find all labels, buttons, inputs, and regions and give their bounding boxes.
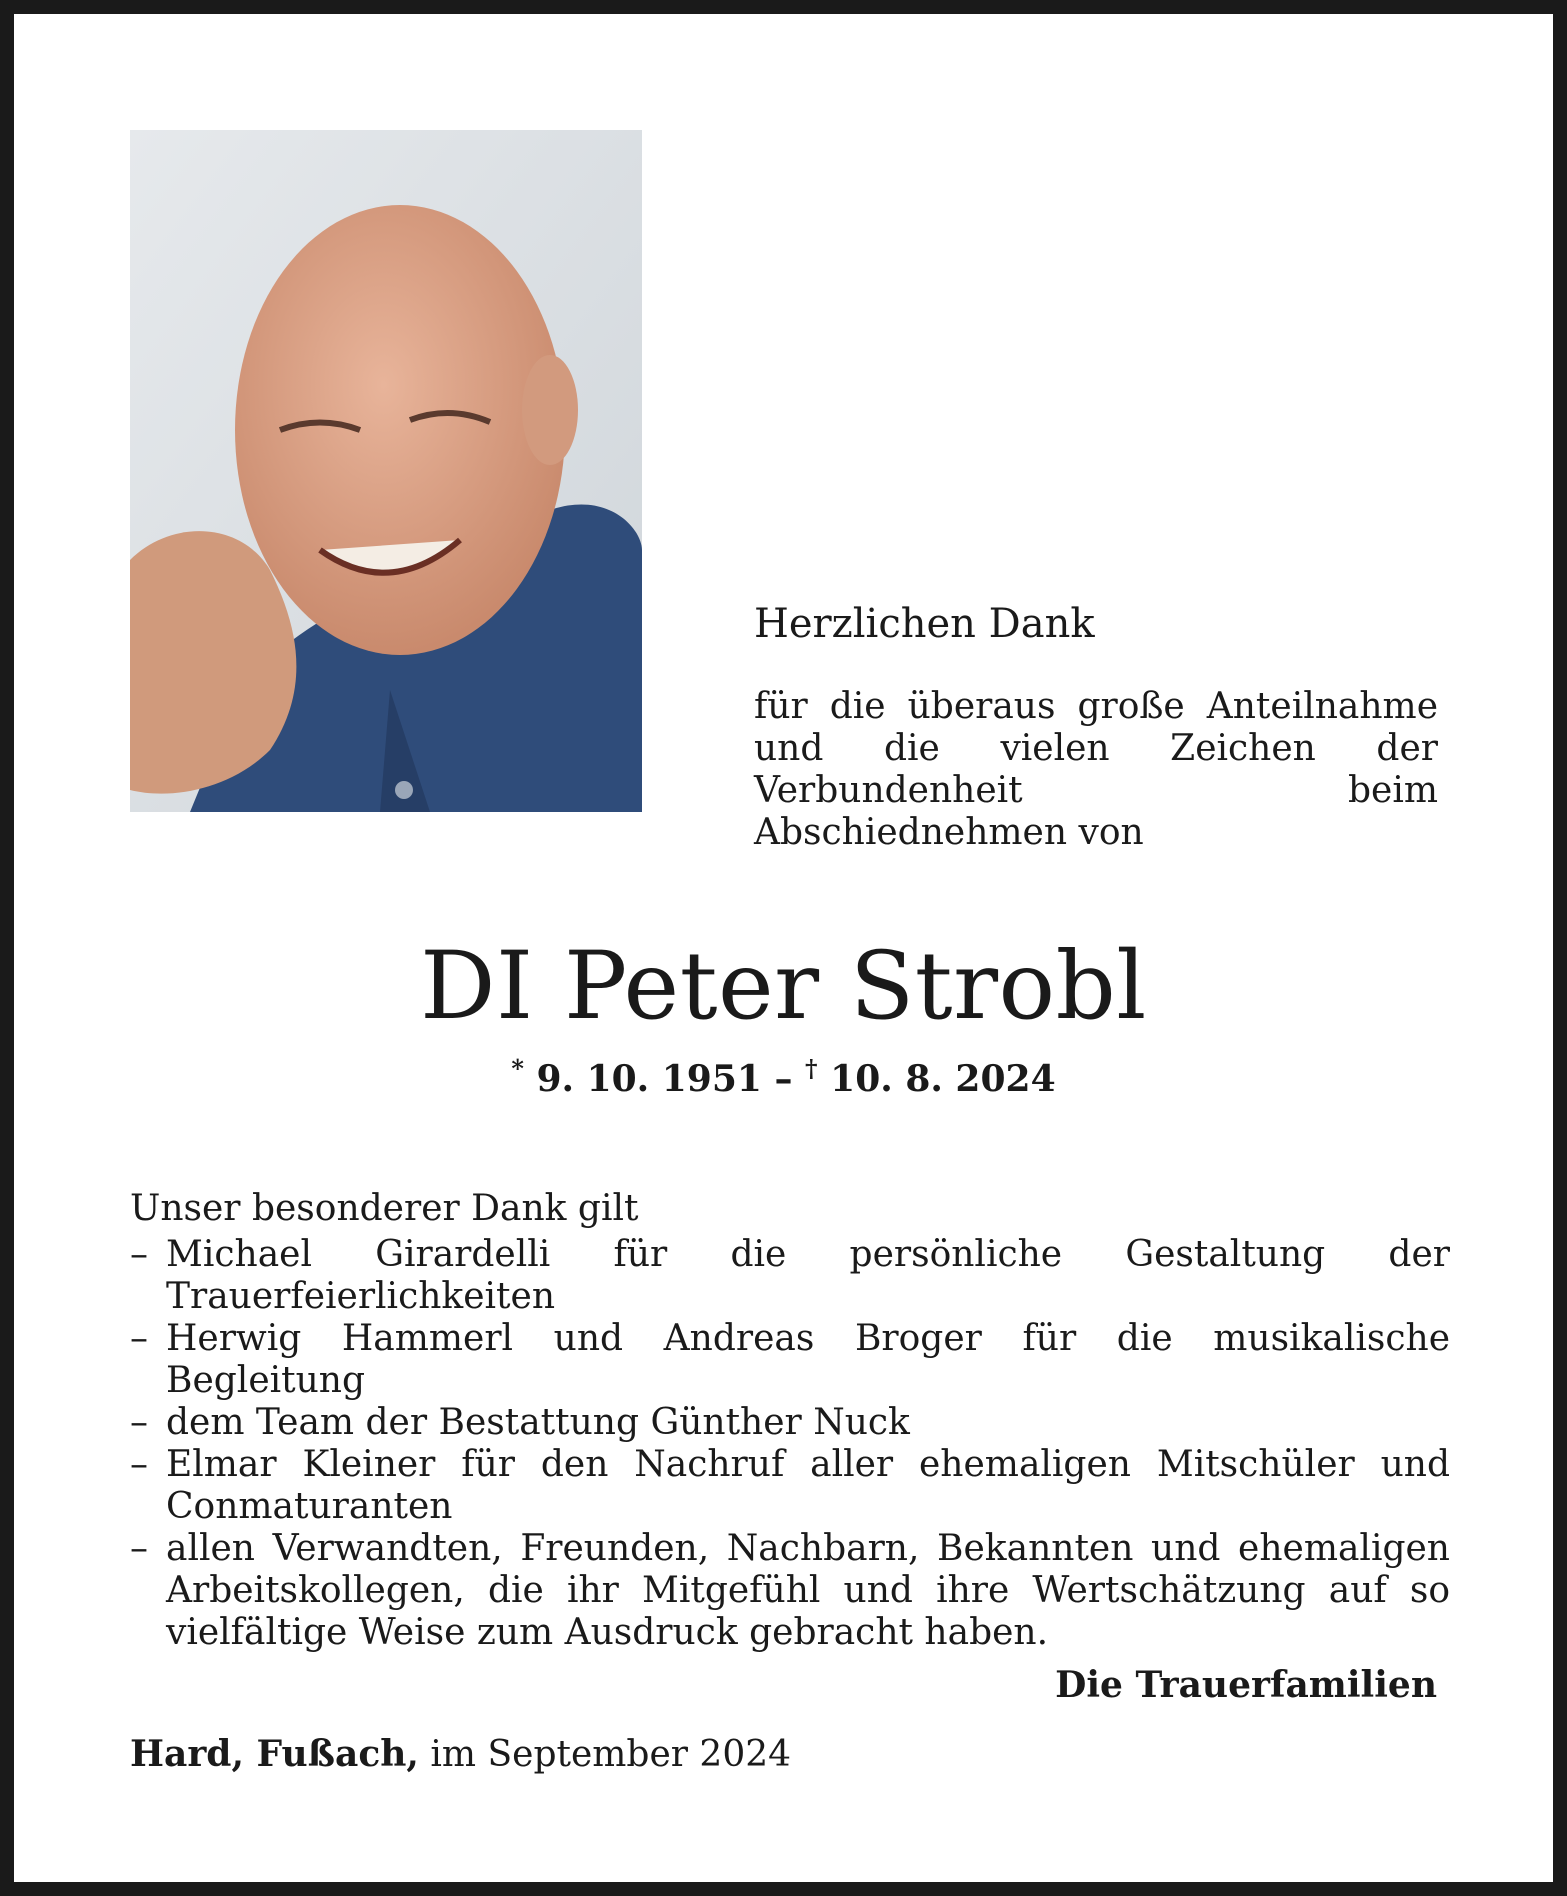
list-item	[130, 1444, 1450, 1528]
date-separator: –	[774, 1058, 793, 1100]
dash: –	[130, 1402, 148, 1443]
dash: –	[130, 1318, 148, 1359]
place-location: Hard, Fußach,	[130, 1733, 419, 1775]
portrait-image	[130, 130, 642, 812]
special-thanks	[130, 1188, 1450, 1654]
list-item-text: dem Team der Bestattung Günther Nuck	[166, 1402, 910, 1443]
death-date: 10. 8. 2024	[830, 1058, 1056, 1100]
dash: –	[130, 1528, 148, 1569]
list-item	[130, 1234, 1450, 1318]
birth-symbol: *	[511, 1054, 524, 1083]
list-item	[130, 1402, 1450, 1444]
portrait-photo	[130, 130, 642, 812]
life-dates	[0, 1054, 1567, 1100]
special-thanks-list	[130, 1234, 1450, 1654]
list-item-text: Elmar Kleiner für den Nachruf aller ehemaligen Mitschüler und Conmaturanten	[166, 1444, 1450, 1527]
thanks-text: für die überaus große Anteilnahme und die vielen Zeichen der Verbundenheit beim Abschiednehmen von	[754, 686, 1438, 853]
place-date	[130, 1733, 791, 1775]
death-symbol: †	[805, 1054, 818, 1083]
list-item-text: Michael Girardelli für die persönliche Gestaltung der Trauerfeierlichkeiten	[166, 1234, 1450, 1317]
thanks-block	[754, 600, 1438, 854]
birth-date: 9. 10. 1951	[536, 1058, 762, 1100]
list-item-text: allen Verwandten, Freunden, Nachbarn, Bekannten und ehemaligen Arbeitskollegen, die ihr Mitgefühl und ihre Wertschätzung auf so vielfältige Weise zum Ausdruck gebracht haben.	[166, 1528, 1450, 1653]
list-item	[130, 1318, 1450, 1402]
special-thanks-intro: Unser besonderer Dank gilt	[130, 1188, 639, 1229]
deceased-name: DI Peter Strobl	[420, 932, 1147, 1041]
signoff: Die Trauerfamilien	[1055, 1664, 1437, 1706]
list-item-text: Herwig Hammerl und Andreas Broger für die musikalische Begleitung	[166, 1318, 1450, 1401]
dash: –	[130, 1234, 148, 1275]
dash: –	[130, 1444, 148, 1485]
place-date-text: im September 2024	[430, 1734, 792, 1775]
thanks-title: Herzlichen Dank	[754, 601, 1095, 647]
list-item	[130, 1528, 1450, 1654]
